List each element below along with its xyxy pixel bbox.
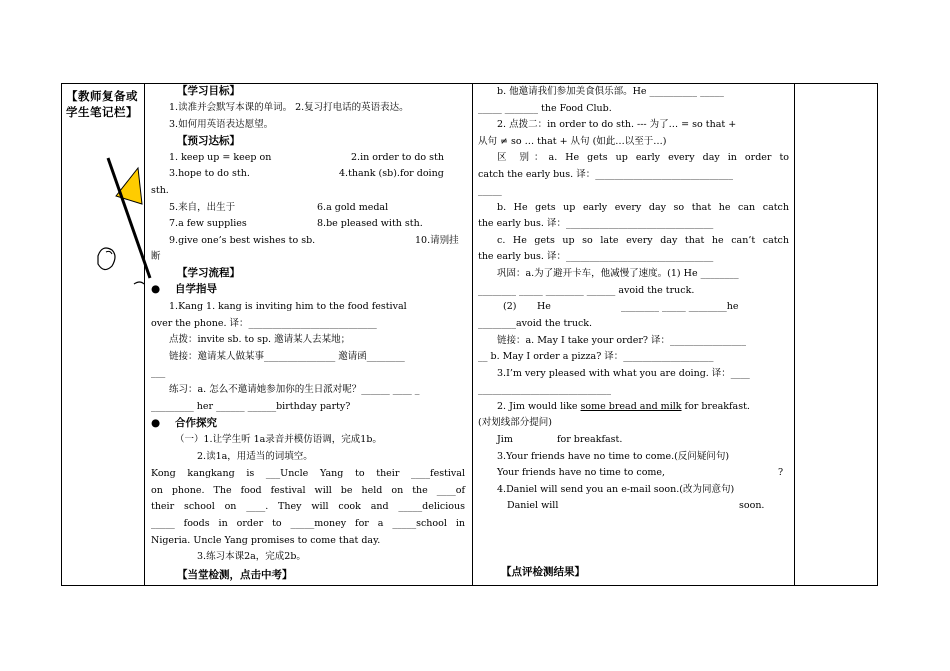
cooperation-line: 2.读1a，用适当的词填空。: [197, 451, 313, 462]
goals-heading: 【学习目标】: [177, 85, 240, 97]
preview-item: 3.hope to do sth.: [169, 168, 250, 179]
preview-heading: 【预习达标】: [177, 135, 240, 147]
exercise-line: ________ _____ ________he: [621, 301, 739, 312]
answer-line: soon.: [739, 500, 765, 511]
exercise-line: b. 他邀请我们参加美食俱乐部。He __________ _____: [497, 86, 724, 97]
cloze-line: Nigeria. Uncle Yang promises to come that day.: [151, 535, 381, 546]
exercise-line: __ b. May I order a pizza? 译：___________________: [478, 351, 714, 362]
exercise-line: _____: [478, 185, 502, 196]
self-study-line: 1.Kang 1. kang is inviting him to the food festival: [169, 301, 407, 312]
exercise-line: the early bus. 译：_______________________________: [478, 218, 714, 229]
cartoon-pointer-icon: [96, 146, 156, 286]
cloze-line: Kong kangkang is ___Uncle Yang to their ____festival: [151, 468, 465, 479]
exercise-line: ________avoid the truck.: [478, 318, 593, 329]
self-study-line: 练习：a. 怎么不邀请她参加你的生日派对呢？______ ____ _: [169, 384, 420, 395]
self-study-line: over the phone. 译：___________________________: [151, 318, 377, 329]
answer-line: Your friends have no time to come,: [497, 467, 666, 478]
self-study-heading: 自学指导: [175, 283, 217, 295]
worksheet-table: [61, 83, 878, 586]
preview-item: 6.a gold medal: [317, 202, 389, 213]
question-text: for breakfast.: [681, 401, 750, 412]
exercise-line: 从句 ≠ so … that + 从句 (如此…以至于…): [478, 136, 667, 147]
preview-item: 2.in order to do sth: [351, 152, 444, 163]
exercise-line: (2): [503, 301, 517, 312]
exercise-line: catch the early bus. 译：_____________________________: [478, 169, 733, 180]
bullet-dot-icon: ●: [151, 283, 161, 295]
preview-item: 10.请别挂: [415, 235, 459, 246]
underlined-phrase: some bread and milk: [580, 401, 682, 412]
column-divider: [794, 84, 795, 585]
cloze-line: _____ foods in order to _____money for a _____school in: [151, 518, 465, 529]
exercise-line: ____________________________: [478, 384, 611, 395]
self-study-line: 点拨：invite sb. to sp. 邀请某人去某地；: [169, 334, 351, 345]
cooperation-line: 3.练习本课2a，完成2b。: [197, 551, 306, 562]
exercise-line: 2. 点拨二：in order to do sth. --- 为了… = so that +: [497, 119, 737, 130]
cloze-line: on phone. The food festival will be held on the ____of: [151, 485, 465, 496]
question-line: [497, 400, 750, 414]
bullet-dot-icon: ●: [151, 417, 161, 429]
exercise-line: the early bus. 译：_______________________________: [478, 251, 714, 262]
preview-item: 5.来自，出生于: [169, 202, 236, 213]
preview-item: 8.be pleased with sth.: [317, 218, 423, 229]
preview-item: 4.thank (sb).for doing: [339, 168, 444, 179]
process-heading: 【学习流程】: [177, 267, 240, 279]
exercise-line: b. He gets up early every day so that he can catch: [497, 202, 789, 213]
cooperation-line: （一）1.让学生听 1a录音并模仿语调，完成1b。: [175, 434, 382, 445]
question-text: 2. Jim would like: [497, 401, 581, 412]
column-divider: [472, 84, 473, 585]
self-study-line: ___: [151, 367, 166, 378]
question-line: (对划线部分提问): [478, 417, 552, 428]
exercise-line: ________ _____ ________ ______ avoid the truck.: [478, 285, 695, 296]
preview-item: sth.: [151, 185, 169, 196]
review-heading: 【点评检测结果】: [501, 566, 585, 578]
exercise-line: _____ _______ the Food Club.: [478, 103, 612, 114]
exercise-line: 3.I’m very pleased with what you are doing. 译：____: [497, 368, 750, 379]
answer-line: for breakfast.: [557, 434, 623, 445]
cooperation-heading: 合作探究: [175, 417, 217, 429]
goal-line: 1.读准并会默写本课的单词。 2.复习打电话的英语表达。: [169, 102, 409, 113]
self-study-line: 链接：邀请某人做某事_______________ 邀请函________: [169, 351, 405, 362]
preview-item: 9.give one’s best wishes to sb.: [169, 235, 316, 246]
check-heading: 【当堂检测，点击中考】: [177, 569, 293, 581]
exercise-line: 链接：a. May I take your order? 译：________________: [497, 335, 747, 346]
notes-column-title: 【教师复备或学生笔记栏】: [66, 89, 138, 119]
goal-line: 3.如何用英语表达愿望。: [169, 119, 274, 130]
preview-item: 7.a few supplies: [169, 218, 247, 229]
exercise-line: c. He gets up so late every day that he can’t catch: [497, 235, 789, 246]
preview-item: 1. keep up = keep on: [169, 152, 272, 163]
question-line: 4.Daniel will send you an e-mail soon.(改为同意句): [497, 484, 735, 495]
cloze-line: their school on ____. They will cook and _____delicious: [151, 501, 465, 512]
answer-line: Daniel will: [507, 500, 559, 511]
question-line: 3.Your friends have no time to come.(反问疑问句): [497, 451, 730, 462]
exercise-line: He: [537, 301, 551, 312]
answer-line: ?: [778, 467, 784, 478]
answer-line: Jim: [497, 434, 513, 445]
exercise-line: 区 别：a. He gets up early every day in order to: [497, 152, 789, 163]
exercise-line: 巩固：a.为了避开卡车，他减慢了速度。(1) He ________: [497, 268, 739, 279]
preview-item: 断: [151, 251, 161, 262]
self-study-line: _________ her ______ ______birthday party?: [151, 401, 351, 412]
